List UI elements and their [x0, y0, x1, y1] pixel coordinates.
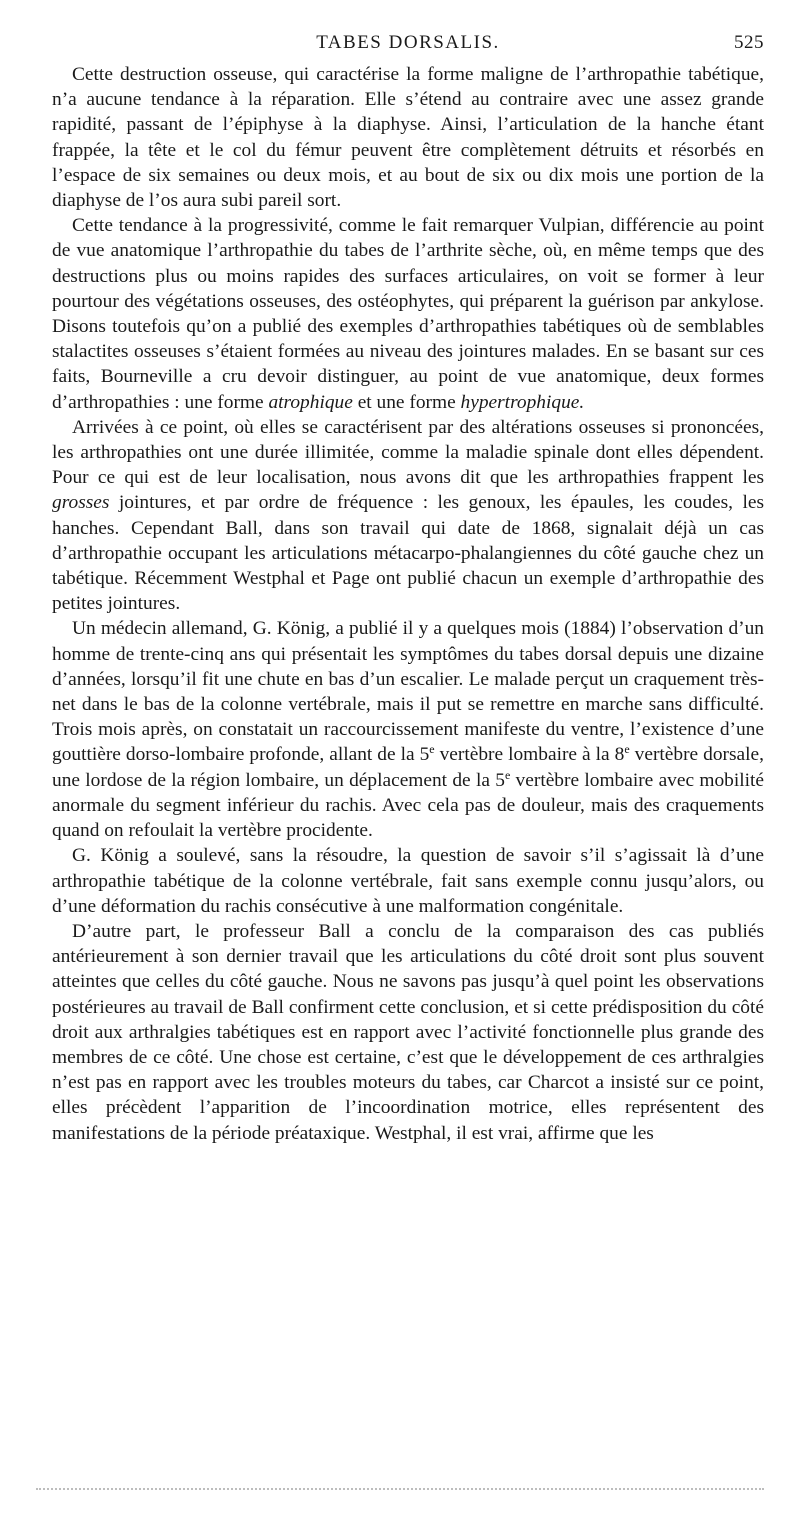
superscript: e — [504, 767, 511, 782]
superscript: e — [624, 742, 630, 757]
paragraph-5 — [52, 843, 764, 919]
paragraph-6 — [52, 919, 764, 1146]
running-header — [52, 26, 764, 60]
text-run: et une forme — [352, 391, 461, 413]
footer-dotted-rule — [36, 1488, 764, 1490]
text-run: vertèbre lombaire avec mobilité anormale du segment inférieur du rachis. Avec cela pas de douleur, mais des craquements quand on refoulait la vertèbre procidente. — [52, 769, 764, 842]
page-number: 525 — [734, 32, 764, 53]
text-run: jointures, et par ordre de fréquence : les genoux, les épaules, les coudes, les hanches. Cependant Ball, dans son travail qui date de 1868, signalait déjà un cas d’arthropathie occupant les articulations métacarpo-phalangiennes du côté gauche chez un tabétique. Récemment Westphal et Page ont publié chacun un exemple d’arthropathie des petites jointures. — [52, 492, 764, 615]
superscript: e — [429, 742, 435, 757]
text-run: vertèbre dorsale, une lordose de la région lombaire, un déplacement de la 5 — [52, 744, 764, 791]
text-run: Cette tendance à la progressivité, comme le fait remarquer Vulpian, différencie au point de vue anatomique l’arthropathie du tabes de l’arthrite sèche, où, en même temps que des destructions plus ou moins rapides des surfaces articulaires, on voit se former à leur pourtour des végétations osseuses, des ostéophytes, qui préparent la guérison par ankylose. Disons toutefois qu’on a publié des exemples d’arthropathies tabétiques où de semblables stalactites osseuses s’étaient formées au niveau des jointures malades. En se basant sur ces faits, Bourneville a cru devoir distinguer, au point de vue anatomique, deux formes d’arthropathies : une forme — [52, 215, 764, 413]
paragraph-1 — [52, 62, 764, 213]
italic-term: atrophique — [268, 391, 353, 413]
text-run: Arrivées à ce point, où elles se caractérisent par des altérations osseuses si prononcées, les arthropathies ont une durée illimitée, comme la maladie spinale dont elles dépendent. Pour ce qui est de leur localisation, nous avons dit que les arthropathies frappent les — [52, 416, 764, 489]
running-title: TABES DORSALIS. — [316, 32, 500, 53]
italic-term: grosses — [52, 492, 110, 514]
body-text — [52, 62, 764, 1146]
text-run: D’autre part, le professeur Ball a conclu de la comparaison des cas publiés antérieurement à son dernier travail que les articulations du côté droit sont plus souvent atteintes que celles du côté gauche. Nous ne savons pas jusqu’à quel point les observations postérieures au travail de Ball confirment cette conclusion, et si cette prédisposition du côté droit aux arthralgies tabétiques est en rapport avec l’activité fonctionnelle plus grande des membres de ce côté. Une chose est certaine, c’est que le développement de ces arthralgies n’est pas en rapport avec les troubles moteurs du tabes, car Charcot a insisté sur ce point, elles précèdent l’apparition de l’incoordination motrice, elles représentent des manifestations de la période préataxique. Westphal, il est vrai, affirme que les — [52, 920, 764, 1144]
text-run: vertèbre lombaire à la 8 — [434, 744, 625, 766]
paragraph-2 — [52, 213, 764, 415]
paragraph-3 — [52, 415, 764, 617]
paragraph-4 — [52, 616, 764, 843]
text-run: G. König a soulevé, sans la résoudre, la question de savoir s’il s’agissait là d’une arthropathie tabétique de la colonne vertébrale, fait sans exemple connu jusqu’alors, ou d’une déformation du rachis consécutive à une malformation congénitale. — [52, 845, 764, 917]
italic-term: hypertrophique. — [460, 391, 585, 413]
text-run: Un médecin allemand, G. König, a publié il y a quelques mois (1884) l’observation d’un homme de trente-cinq ans qui présentait les symptômes du tabes dorsal depuis une dizaine d’années, lorsqu’il fit une chute en bas d’un escalier. Le malade perçut un craquement très-net dans le bas de la colonne vertébrale, mais il put se remettre en marche sans difficulté. Trois mois après, on constatait un raccourcissement manifeste du ventre, l’existence d’une gouttière dorso-lombaire profonde, allant de la 5 — [52, 618, 764, 766]
text-run: Cette destruction osseuse, qui caractérise la forme maligne de l’arthropathie tabétique, n’a aucune tendance à la réparation. Elle s’étend au contraire avec une assez grande rapidité, passant de l’épiphyse à la diaphyse. Ainsi, l’articulation de la hanche étant frappée, la tête et le col du fémur peuvent être complètement détruits et résorbés en l’espace de six semaines ou deux mois, et au bout de six ou dix mois une portion de la diaphyse de l’os aura subi pareil sort. — [52, 64, 764, 212]
